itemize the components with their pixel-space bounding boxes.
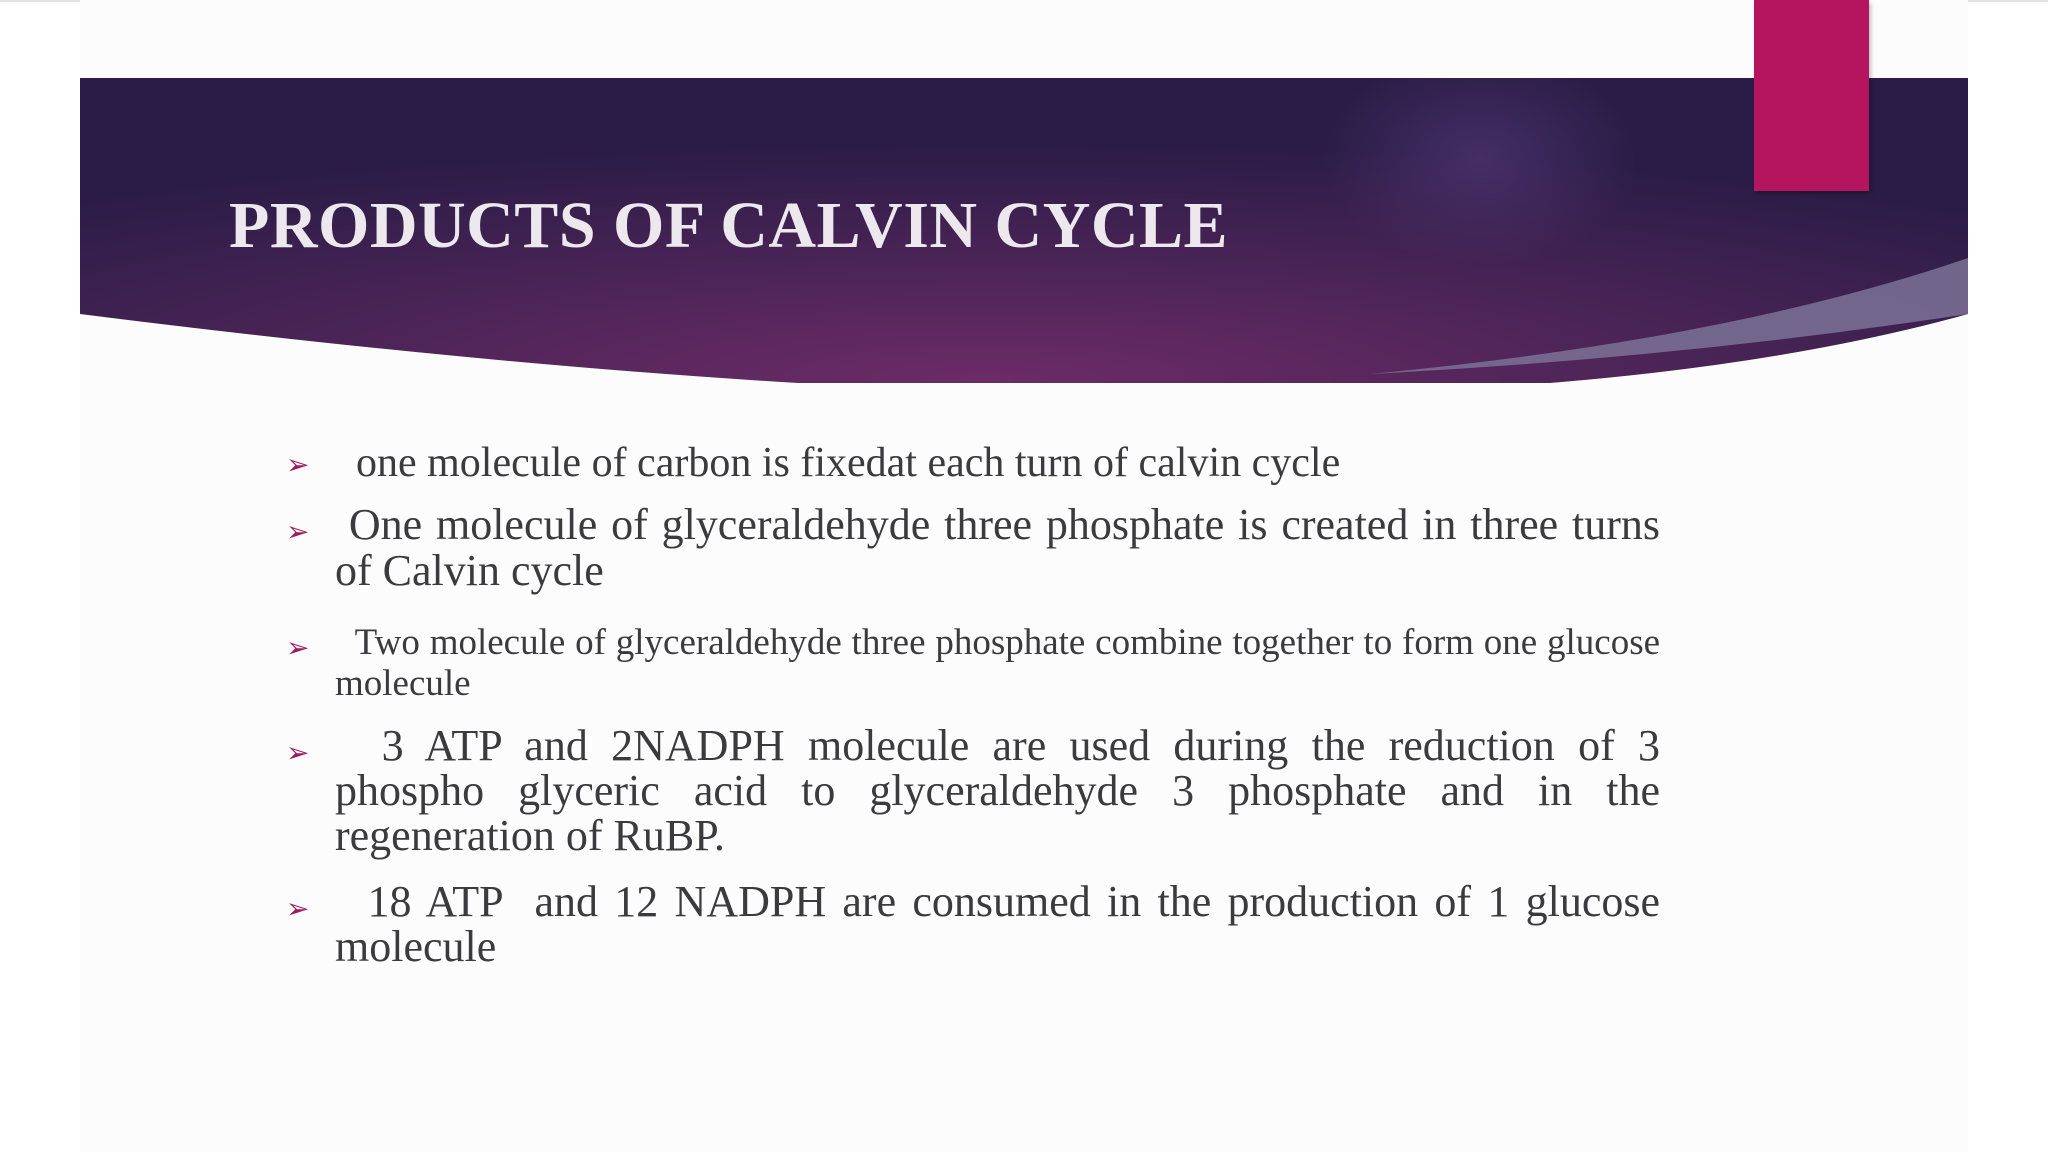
bullet-item-2 bbox=[286, 500, 1672, 595]
arrowhead-bullet-icon: ➢ bbox=[286, 515, 310, 548]
bullet-item-4 bbox=[286, 721, 1671, 860]
bullet-text: 18 ATP and 12 NADPH are consumed in the production of 1 glucose molecule bbox=[335, 877, 1672, 971]
bullet-item-5 bbox=[286, 877, 1672, 971]
bullet-item-3 bbox=[286, 622, 1670, 704]
bullet-text: 3 ATP and 2NADPH molecule are used during the reduction of 3 phospho glyceric acid to glyceraldehyde 3 phosphate and in the regeneration of RuBP. bbox=[335, 721, 1671, 860]
bullet-item-1 bbox=[286, 437, 1660, 489]
bullet-text: One molecule of glyceraldehyde three phosphate is created in three turns of Calvin cycle bbox=[335, 500, 1672, 595]
arrowhead-bullet-icon: ➢ bbox=[286, 631, 310, 664]
arrowhead-bullet-icon: ➢ bbox=[286, 892, 310, 925]
arrowhead-bullet-icon: ➢ bbox=[286, 448, 310, 481]
bullet-text: one molecule of carbon is fixedat each turn of calvin cycle bbox=[335, 440, 1341, 486]
slide-title: PRODUCTS OF CALVIN CYCLE bbox=[229, 189, 1229, 262]
arrowhead-bullet-icon: ➢ bbox=[286, 736, 310, 769]
bullet-text: Two molecule of glyceraldehyde three phosphate combine together to form one glucose molecule bbox=[335, 622, 1670, 704]
